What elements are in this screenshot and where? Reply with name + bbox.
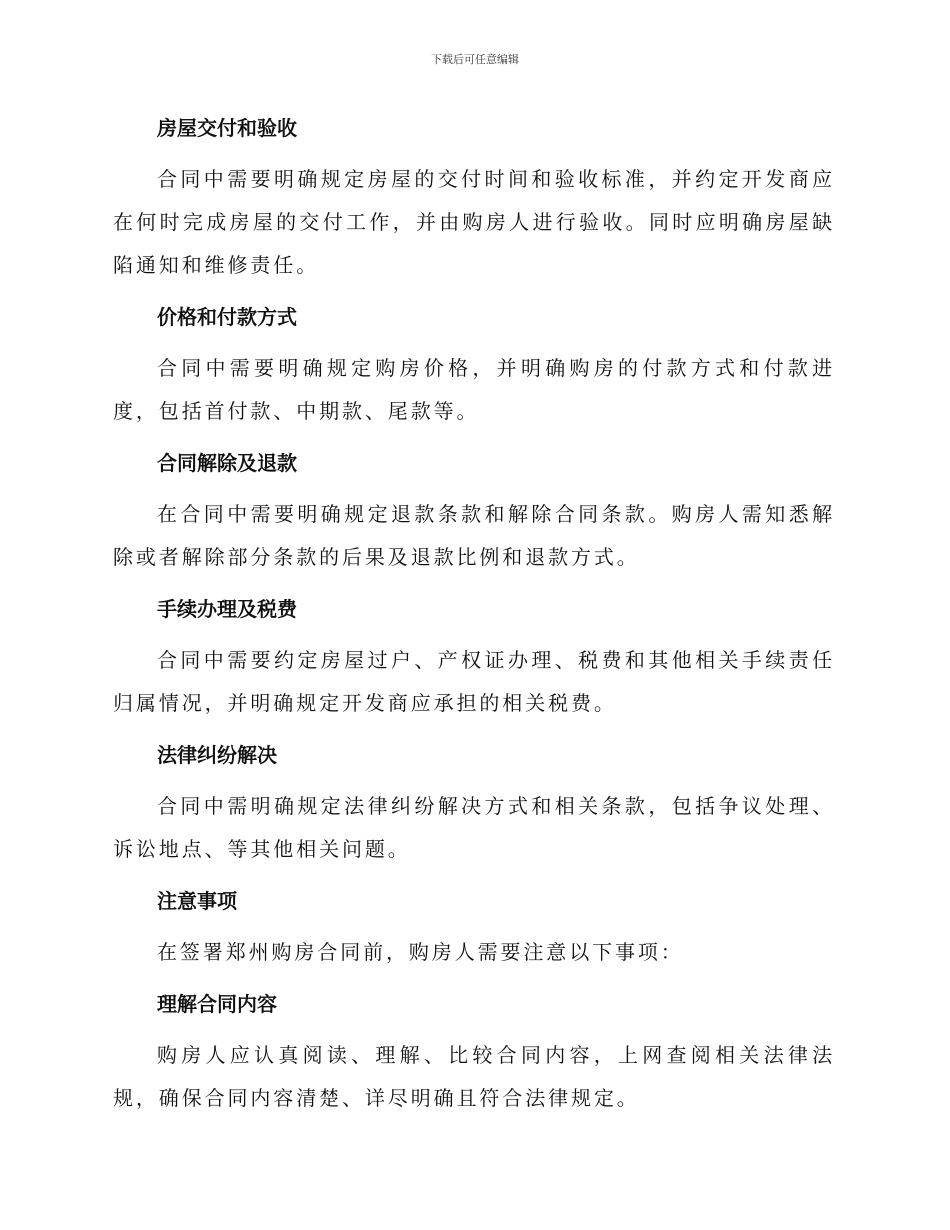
section-paragraph-price: 合同中需要明确规定购房价格，并明确购房的付款方式和付款进度，包括首付款、中期款、尾款等。 bbox=[113, 356, 835, 423]
section-paragraph-delivery: 合同中需要明确规定房屋的交付时间和验收标准，并约定开发商应在何时完成房屋的交付工作，并由购房人进行验收。同时应明确房屋缺陷通知和维修责任。 bbox=[113, 167, 835, 277]
section-heading-understand: 理解合同内容 bbox=[157, 992, 277, 1016]
section-heading-disputes: 法律纠纷解决 bbox=[157, 743, 277, 767]
section-paragraph-understand: 购房人应认真阅读、理解、比较合同内容，上网查阅相关法律法规，确保合同内容清楚、详尽明确且符合法律规定。 bbox=[113, 1043, 835, 1110]
section-heading-procedures: 手续办理及税费 bbox=[157, 597, 297, 621]
section-paragraph-termination: 在合同中需要明确规定退款条款和解除合同条款。购房人需知悉解除或者解除部分条款的后果及退款比例和退款方式。 bbox=[113, 502, 835, 569]
document-body bbox=[113, 108, 835, 1130]
section-paragraph-procedures: 合同中需要约定房屋过户、产权证办理、税费和其他相关手续责任归属情况，并明确规定开发商应承担的相关税费。 bbox=[113, 648, 835, 715]
page-header: 下载后可任意编辑 bbox=[431, 53, 519, 66]
section-heading-price: 价格和付款方式 bbox=[157, 305, 297, 329]
section-paragraph-disputes: 合同中需明确规定法律纠纷解决方式和相关条款，包括争议处理、诉讼地点、等其他相关问题。 bbox=[113, 794, 835, 861]
section-heading-notes: 注意事项 bbox=[157, 889, 237, 913]
section-heading-delivery: 房屋交付和验收 bbox=[157, 116, 297, 140]
section-heading-termination: 合同解除及退款 bbox=[157, 451, 297, 475]
section-paragraph-notes: 在签署郑州购房合同前，购房人需要注意以下事项： bbox=[157, 940, 684, 964]
